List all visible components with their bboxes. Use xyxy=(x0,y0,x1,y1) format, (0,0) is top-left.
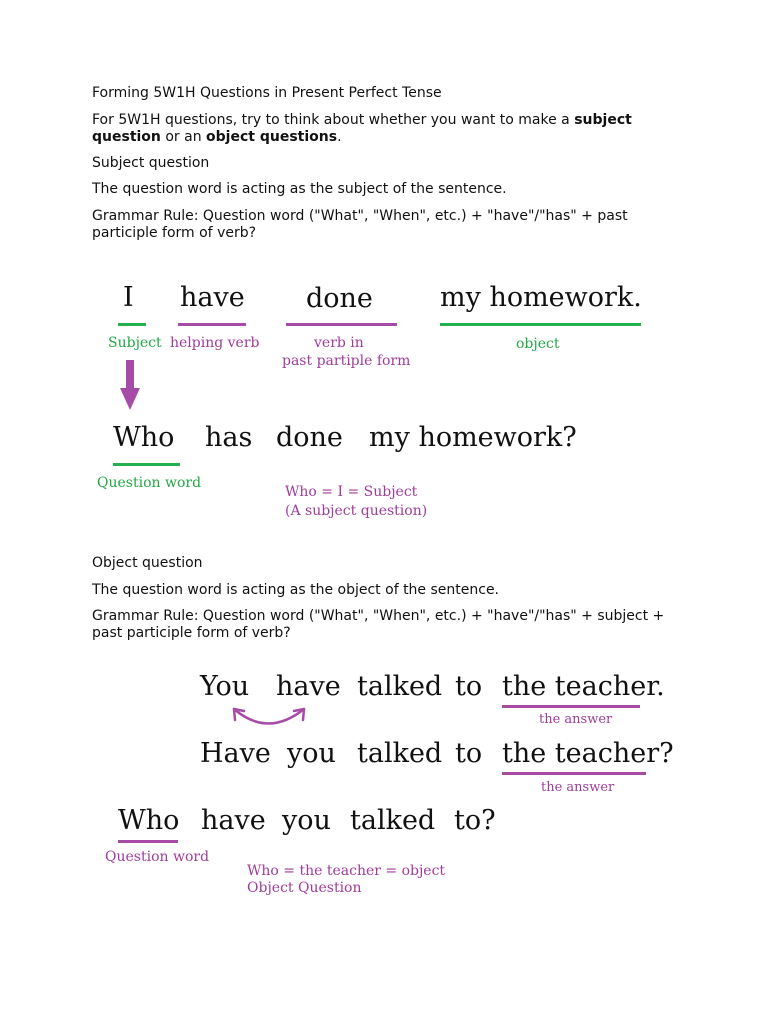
object-section-title: Object question xyxy=(92,555,203,571)
subject-section-rule: Grammar Rule: Question word ("What", "When", etc.) + "have"/"has" + past participle form of verb? xyxy=(92,208,628,241)
underline-question-word xyxy=(113,463,180,466)
note-who-object: Who = the teacher = object xyxy=(247,863,446,879)
underline-answer-1 xyxy=(502,705,640,708)
underline-answer-2 xyxy=(502,772,646,775)
q-word-who: Who xyxy=(113,422,175,453)
underline-question-word-2 xyxy=(118,840,178,843)
label-subject: Subject xyxy=(108,335,162,351)
q-word-has: has xyxy=(205,422,253,453)
wh-word-who: Who xyxy=(118,805,180,836)
note-object-question: Object Question xyxy=(247,880,362,896)
object-section-rule: Grammar Rule: Question word ("What", "When", etc.) + "have"/"has" + subject + past participle form of verb? xyxy=(92,608,665,641)
label-answer-1: the answer xyxy=(539,712,613,727)
q2-word-to: to xyxy=(455,738,483,769)
subject-section-desc: The question word is acting as the subject of the sentence. xyxy=(92,181,507,197)
s-word-the-teacher: the teacher. xyxy=(502,671,665,702)
wh-word-to: to? xyxy=(454,805,496,836)
wh-word-talked: talked xyxy=(350,805,436,836)
word-have: have xyxy=(180,282,245,313)
label-past-participle: past partiple form xyxy=(282,353,411,369)
s-word-have: have xyxy=(276,671,341,702)
q2-word-talked: talked xyxy=(357,738,443,769)
wh-word-you: you xyxy=(282,805,331,836)
label-helping-verb: helping verb xyxy=(170,335,260,351)
s-word-talked: talked xyxy=(357,671,443,702)
label-question-word: Question word xyxy=(97,475,202,491)
q-word-done: done xyxy=(276,422,343,453)
label-question-word-2: Question word xyxy=(105,849,210,865)
note-who-subject: Who = I = Subject xyxy=(285,484,418,500)
page-heading: Forming 5W1H Questions in Present Perfect Tense xyxy=(92,85,442,101)
intro-mid: or an xyxy=(160,129,207,145)
q2-word-you: you xyxy=(287,738,336,769)
word-i: I xyxy=(123,282,134,313)
down-arrow-icon xyxy=(120,360,140,410)
subject-section-title: Subject question xyxy=(92,155,210,171)
wh-word-have: have xyxy=(201,805,266,836)
s-word-you: You xyxy=(200,671,250,702)
intro-bold-subject: subject question xyxy=(92,112,632,145)
s-word-to: to xyxy=(455,671,483,702)
note-subject-question: (A subject question) xyxy=(285,503,428,519)
swap-arrow-icon xyxy=(234,709,304,724)
word-done: done xyxy=(306,283,373,314)
object-section-desc: The question word is acting as the object of the sentence. xyxy=(92,582,500,598)
q2-word-have: Have xyxy=(200,738,271,769)
q2-word-the-teacher: the teacher? xyxy=(502,738,674,769)
q-word-my-homework: my homework? xyxy=(369,422,577,453)
label-answer-2: the answer xyxy=(541,780,615,795)
intro-bold-object: object questions xyxy=(206,129,338,145)
label-object: object xyxy=(516,336,560,352)
intro-prefix: For 5W1H questions, try to think about whether you want to make a xyxy=(92,112,575,128)
intro-suffix: . xyxy=(337,129,342,145)
word-my-homework: my homework. xyxy=(440,282,642,313)
label-verb-in: verb in xyxy=(314,335,364,351)
